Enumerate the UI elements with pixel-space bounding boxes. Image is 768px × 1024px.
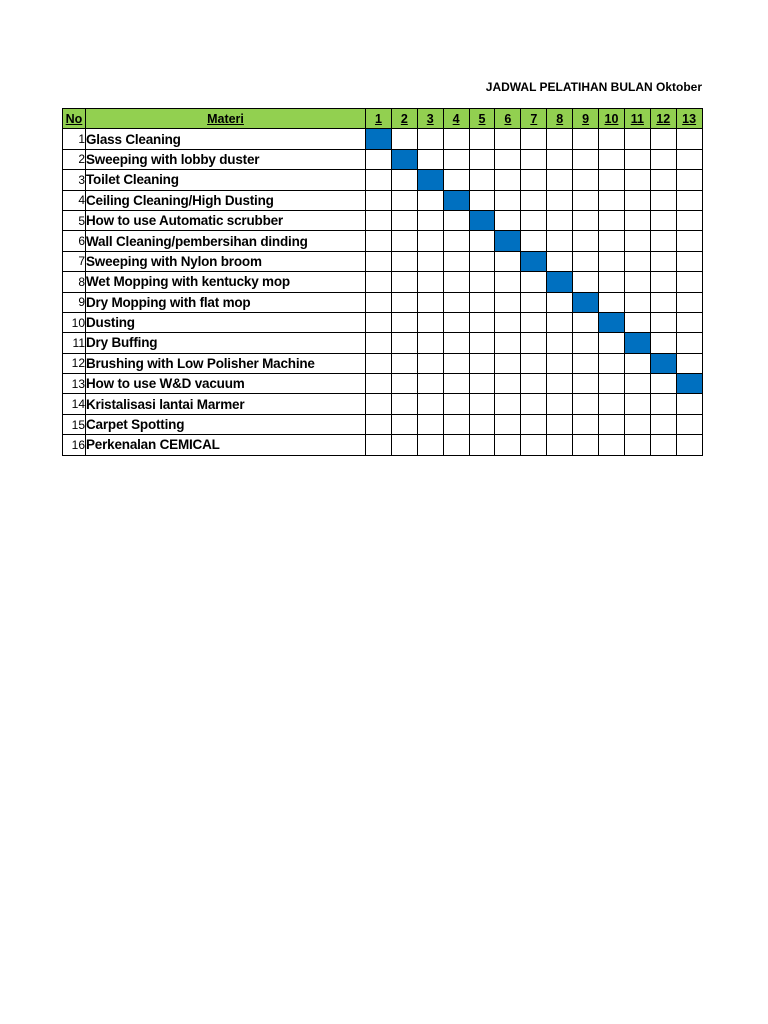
- header-day-13: 13: [676, 109, 702, 129]
- day-cell: [676, 170, 702, 190]
- day-cell: [624, 170, 650, 190]
- day-cell: [676, 292, 702, 312]
- day-cell: [521, 190, 547, 210]
- table-row: [63, 394, 703, 414]
- day-cell: [676, 190, 702, 210]
- day-cell: [469, 312, 495, 332]
- day-cell: [469, 435, 495, 455]
- day-cell: [469, 333, 495, 353]
- scheduled-day-cell: [521, 251, 547, 271]
- day-cell: [391, 414, 417, 434]
- day-cell: [495, 251, 521, 271]
- day-cell: [573, 353, 599, 373]
- scheduled-day-cell: [495, 231, 521, 251]
- day-cell: [547, 190, 573, 210]
- day-cell: [547, 394, 573, 414]
- day-cell: [417, 435, 443, 455]
- day-cell: [521, 333, 547, 353]
- day-cell: [366, 231, 392, 251]
- day-cell: [495, 190, 521, 210]
- day-cell: [676, 414, 702, 434]
- day-cell: [624, 190, 650, 210]
- day-cell: [676, 333, 702, 353]
- day-cell: [366, 210, 392, 230]
- day-cell: [443, 149, 469, 169]
- table-row: [63, 210, 703, 230]
- schedule-title: JADWAL PELATIHAN BULAN Oktober: [485, 80, 702, 94]
- day-cell: [521, 414, 547, 434]
- day-cell: [573, 435, 599, 455]
- day-cell: [366, 394, 392, 414]
- table-row: [63, 435, 703, 455]
- day-cell: [521, 170, 547, 190]
- header-day-7: 7: [521, 109, 547, 129]
- day-cell: [469, 374, 495, 394]
- header-day-8: 8: [547, 109, 573, 129]
- day-cell: [469, 353, 495, 373]
- day-cell: [573, 333, 599, 353]
- day-cell: [573, 170, 599, 190]
- day-cell: [443, 312, 469, 332]
- scheduled-day-cell: [417, 170, 443, 190]
- day-cell: [495, 170, 521, 190]
- day-cell: [573, 190, 599, 210]
- training-topic: Carpet Spotting: [86, 414, 366, 434]
- day-cell: [624, 272, 650, 292]
- day-cell: [650, 231, 676, 251]
- day-cell: [469, 149, 495, 169]
- day-cell: [573, 394, 599, 414]
- scheduled-day-cell: [443, 190, 469, 210]
- scheduled-day-cell: [650, 353, 676, 373]
- day-cell: [676, 435, 702, 455]
- day-cell: [547, 374, 573, 394]
- row-number: 8: [63, 272, 86, 292]
- day-cell: [599, 231, 625, 251]
- header-day-5: 5: [469, 109, 495, 129]
- row-number: 9: [63, 292, 86, 312]
- day-cell: [599, 190, 625, 210]
- scheduled-day-cell: [391, 149, 417, 169]
- table-row: [63, 414, 703, 434]
- day-cell: [443, 353, 469, 373]
- day-cell: [417, 129, 443, 149]
- day-cell: [624, 353, 650, 373]
- day-cell: [599, 333, 625, 353]
- day-cell: [391, 312, 417, 332]
- day-cell: [495, 129, 521, 149]
- training-topic: Dry Buffing: [86, 333, 366, 353]
- row-number: 6: [63, 231, 86, 251]
- training-topic: How to use W&D vacuum: [86, 374, 366, 394]
- training-topic: Sweeping with Nylon broom: [86, 251, 366, 271]
- day-cell: [573, 149, 599, 169]
- training-topic: Ceiling Cleaning/High Dusting: [86, 190, 366, 210]
- training-topic: Toilet Cleaning: [86, 170, 366, 190]
- table-row: [63, 231, 703, 251]
- day-cell: [391, 210, 417, 230]
- day-cell: [366, 251, 392, 271]
- day-cell: [599, 353, 625, 373]
- table-row: [63, 170, 703, 190]
- day-cell: [495, 312, 521, 332]
- day-cell: [624, 251, 650, 271]
- day-cell: [547, 414, 573, 434]
- day-cell: [547, 149, 573, 169]
- day-cell: [366, 333, 392, 353]
- day-cell: [495, 333, 521, 353]
- training-topic: Glass Cleaning: [86, 129, 366, 149]
- day-cell: [366, 414, 392, 434]
- day-cell: [624, 394, 650, 414]
- day-cell: [443, 333, 469, 353]
- day-cell: [676, 231, 702, 251]
- day-cell: [417, 190, 443, 210]
- day-cell: [521, 210, 547, 230]
- day-cell: [547, 170, 573, 190]
- day-cell: [495, 394, 521, 414]
- row-number: 16: [63, 435, 86, 455]
- day-cell: [366, 272, 392, 292]
- day-cell: [391, 190, 417, 210]
- header-day-9: 9: [573, 109, 599, 129]
- day-cell: [391, 272, 417, 292]
- row-number: 13: [63, 374, 86, 394]
- day-cell: [573, 251, 599, 271]
- training-topic: Sweeping with lobby duster: [86, 149, 366, 169]
- day-cell: [391, 292, 417, 312]
- scheduled-day-cell: [599, 312, 625, 332]
- day-cell: [391, 435, 417, 455]
- header-day-11: 11: [624, 109, 650, 129]
- day-cell: [573, 414, 599, 434]
- day-cell: [624, 210, 650, 230]
- table-row: [63, 292, 703, 312]
- row-number: 2: [63, 149, 86, 169]
- day-cell: [417, 149, 443, 169]
- day-cell: [650, 170, 676, 190]
- day-cell: [366, 312, 392, 332]
- day-cell: [547, 129, 573, 149]
- table-row: [63, 353, 703, 373]
- day-cell: [676, 210, 702, 230]
- day-cell: [599, 210, 625, 230]
- day-cell: [573, 272, 599, 292]
- header-day-1: 1: [366, 109, 392, 129]
- day-cell: [417, 272, 443, 292]
- day-cell: [443, 251, 469, 271]
- day-cell: [391, 129, 417, 149]
- header-day-2: 2: [391, 109, 417, 129]
- day-cell: [443, 210, 469, 230]
- day-cell: [650, 129, 676, 149]
- day-cell: [650, 210, 676, 230]
- training-topic: Brushing with Low Polisher Machine: [86, 353, 366, 373]
- row-number: 7: [63, 251, 86, 271]
- table-row: [63, 129, 703, 149]
- day-cell: [366, 353, 392, 373]
- day-cell: [469, 129, 495, 149]
- day-cell: [547, 210, 573, 230]
- day-cell: [495, 210, 521, 230]
- table-row: [63, 251, 703, 271]
- day-cell: [547, 312, 573, 332]
- day-cell: [547, 353, 573, 373]
- day-cell: [573, 231, 599, 251]
- day-cell: [599, 435, 625, 455]
- day-cell: [650, 394, 676, 414]
- day-cell: [391, 231, 417, 251]
- day-cell: [599, 414, 625, 434]
- day-cell: [599, 394, 625, 414]
- day-cell: [547, 333, 573, 353]
- training-topic: How to use Automatic scrubber: [86, 210, 366, 230]
- day-cell: [417, 251, 443, 271]
- day-cell: [650, 312, 676, 332]
- day-cell: [521, 394, 547, 414]
- day-cell: [469, 170, 495, 190]
- day-cell: [521, 149, 547, 169]
- day-cell: [547, 251, 573, 271]
- day-cell: [417, 333, 443, 353]
- day-cell: [391, 374, 417, 394]
- day-cell: [599, 251, 625, 271]
- day-cell: [495, 149, 521, 169]
- training-topic: Kristalisasi lantai Marmer: [86, 394, 366, 414]
- day-cell: [599, 149, 625, 169]
- day-cell: [573, 312, 599, 332]
- day-cell: [469, 231, 495, 251]
- day-cell: [417, 312, 443, 332]
- header-row: [63, 109, 703, 129]
- training-topic: Perkenalan CEMICAL: [86, 435, 366, 455]
- day-cell: [391, 394, 417, 414]
- day-cell: [443, 170, 469, 190]
- row-number: 1: [63, 129, 86, 149]
- day-cell: [366, 190, 392, 210]
- day-cell: [469, 394, 495, 414]
- day-cell: [391, 353, 417, 373]
- row-number: 3: [63, 170, 86, 190]
- day-cell: [624, 149, 650, 169]
- day-cell: [676, 129, 702, 149]
- day-cell: [443, 394, 469, 414]
- day-cell: [650, 333, 676, 353]
- scheduled-day-cell: [624, 333, 650, 353]
- day-cell: [443, 292, 469, 312]
- day-cell: [624, 292, 650, 312]
- day-cell: [650, 272, 676, 292]
- day-cell: [676, 353, 702, 373]
- day-cell: [495, 435, 521, 455]
- day-cell: [650, 435, 676, 455]
- day-cell: [624, 231, 650, 251]
- day-cell: [521, 272, 547, 292]
- header-no: No: [63, 109, 86, 129]
- day-cell: [573, 210, 599, 230]
- day-cell: [624, 312, 650, 332]
- row-number: 11: [63, 333, 86, 353]
- training-topic: Dry Mopping with flat mop: [86, 292, 366, 312]
- day-cell: [366, 149, 392, 169]
- day-cell: [469, 251, 495, 271]
- day-cell: [599, 170, 625, 190]
- day-cell: [495, 414, 521, 434]
- training-topic: Wall Cleaning/pembersihan dinding: [86, 231, 366, 251]
- day-cell: [391, 170, 417, 190]
- table-row: [63, 190, 703, 210]
- day-cell: [391, 251, 417, 271]
- row-number: 10: [63, 312, 86, 332]
- day-cell: [521, 129, 547, 149]
- day-cell: [547, 231, 573, 251]
- day-cell: [417, 231, 443, 251]
- schedule-body: [63, 129, 703, 455]
- day-cell: [624, 435, 650, 455]
- scheduled-day-cell: [366, 129, 392, 149]
- day-cell: [495, 374, 521, 394]
- day-cell: [676, 272, 702, 292]
- header-day-10: 10: [599, 109, 625, 129]
- day-cell: [366, 292, 392, 312]
- table-row: [63, 272, 703, 292]
- day-cell: [417, 414, 443, 434]
- day-cell: [624, 374, 650, 394]
- day-cell: [624, 414, 650, 434]
- day-cell: [650, 374, 676, 394]
- day-cell: [599, 129, 625, 149]
- table-row: [63, 149, 703, 169]
- header-day-3: 3: [417, 109, 443, 129]
- header-day-12: 12: [650, 109, 676, 129]
- day-cell: [443, 231, 469, 251]
- day-cell: [521, 231, 547, 251]
- day-cell: [469, 292, 495, 312]
- row-number: 5: [63, 210, 86, 230]
- day-cell: [495, 292, 521, 312]
- day-cell: [624, 129, 650, 149]
- day-cell: [469, 414, 495, 434]
- day-cell: [521, 292, 547, 312]
- day-cell: [547, 292, 573, 312]
- day-cell: [650, 251, 676, 271]
- table-row: [63, 374, 703, 394]
- day-cell: [417, 210, 443, 230]
- day-cell: [650, 149, 676, 169]
- day-cell: [599, 292, 625, 312]
- day-cell: [443, 129, 469, 149]
- header-day-4: 4: [443, 109, 469, 129]
- day-cell: [366, 435, 392, 455]
- day-cell: [650, 190, 676, 210]
- day-cell: [650, 292, 676, 312]
- table-row: [63, 312, 703, 332]
- day-cell: [469, 272, 495, 292]
- day-cell: [650, 414, 676, 434]
- day-cell: [366, 374, 392, 394]
- day-cell: [443, 435, 469, 455]
- day-cell: [676, 251, 702, 271]
- scheduled-day-cell: [676, 374, 702, 394]
- day-cell: [521, 353, 547, 373]
- day-cell: [417, 353, 443, 373]
- day-cell: [417, 374, 443, 394]
- day-cell: [547, 435, 573, 455]
- day-cell: [573, 374, 599, 394]
- day-cell: [495, 272, 521, 292]
- day-cell: [366, 170, 392, 190]
- training-schedule-table: [62, 108, 703, 456]
- row-number: 15: [63, 414, 86, 434]
- day-cell: [443, 374, 469, 394]
- day-cell: [599, 374, 625, 394]
- row-number: 4: [63, 190, 86, 210]
- day-cell: [469, 190, 495, 210]
- row-number: 14: [63, 394, 86, 414]
- day-cell: [521, 435, 547, 455]
- training-topic: Dusting: [86, 312, 366, 332]
- day-cell: [573, 129, 599, 149]
- header-day-6: 6: [495, 109, 521, 129]
- day-cell: [417, 292, 443, 312]
- day-cell: [495, 353, 521, 373]
- day-cell: [676, 149, 702, 169]
- training-topic: Wet Mopping with kentucky mop: [86, 272, 366, 292]
- scheduled-day-cell: [547, 272, 573, 292]
- day-cell: [676, 394, 702, 414]
- day-cell: [443, 414, 469, 434]
- header-materi: Materi: [86, 109, 366, 129]
- day-cell: [391, 333, 417, 353]
- day-cell: [521, 312, 547, 332]
- day-cell: [521, 374, 547, 394]
- day-cell: [599, 272, 625, 292]
- table-row: [63, 333, 703, 353]
- day-cell: [417, 394, 443, 414]
- row-number: 12: [63, 353, 86, 373]
- scheduled-day-cell: [573, 292, 599, 312]
- scheduled-day-cell: [469, 210, 495, 230]
- day-cell: [443, 272, 469, 292]
- day-cell: [676, 312, 702, 332]
